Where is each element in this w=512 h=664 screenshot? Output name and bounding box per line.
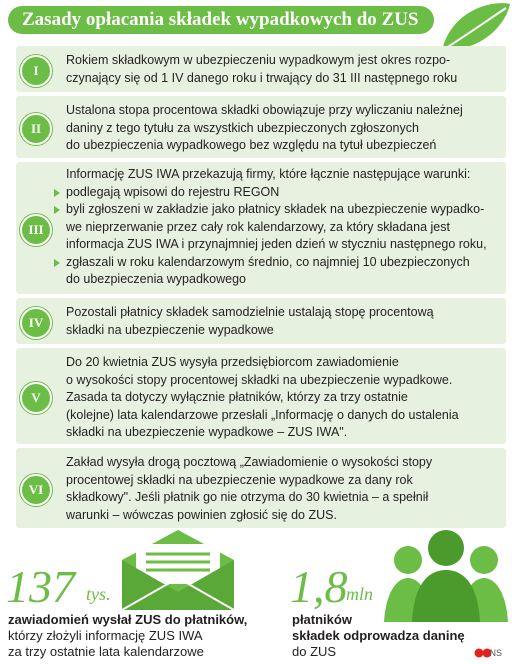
page-title: Zasady opłacania składek wypadkowych do ZUS <box>22 9 419 30</box>
step-3-badge: III <box>20 214 52 246</box>
step-3-intro: Informację ZUS IWA przekazują firmy, które łącznie następujące warunki: <box>66 167 471 181</box>
step-line: (kolejne) lata kalendarzowe przesłali „Informację o danych do ustalenia <box>66 407 459 422</box>
step-1-text <box>66 52 498 87</box>
bullet-line: zgłaszali w roku kalendarzowym średnio, co najmniej 10 ubezpieczonych <box>66 254 470 269</box>
footer-credit: NS <box>489 648 502 658</box>
step-3 <box>16 162 506 294</box>
step-line: składki na ubezpieczenie wypadkowe – ZUS IWA". <box>66 425 348 439</box>
step-line: do ubezpieczenia wypadkowego bez względu na tytuł ubezpieczeń <box>66 138 437 152</box>
stat-right-bold: składek odprowadza daninę <box>292 628 465 643</box>
step-line: warunki – wówczas powinien zgłosić się do ZUS. <box>66 507 337 522</box>
stat-right-unit: mln <box>346 584 373 604</box>
step-4-badge: IV <box>20 307 52 339</box>
people-group-icon <box>384 526 508 622</box>
step-line: procentowej składki na ubezpieczenie wypadkowe za dany rok <box>66 472 413 487</box>
bullet-line: podlegają wpisowi do rejestru REGON <box>66 184 280 199</box>
stat-left-number: 137 <box>6 561 75 612</box>
stat-left-line: którzy złożyli informację ZUS IWA <box>8 628 203 643</box>
step-4 <box>16 298 506 344</box>
step-line: Pozostali płatnicy składek samodzielnie ustalają stopę procentową <box>66 305 434 319</box>
step-line: Ustalona stopa procentowa składki obowiązuje przy wyliczaniu należnej <box>66 103 463 117</box>
step-1 <box>16 46 506 92</box>
step-6-text <box>66 454 498 524</box>
step-4-text <box>66 304 498 339</box>
step-5 <box>16 348 506 444</box>
bullet-triangle-icon <box>54 189 60 197</box>
bullet-line: byli zgłoszeni w zakładzie jako płatnicy składek na ubezpieczenie wypadko- <box>66 202 485 216</box>
bullet-line: informacja ZUS IWA i przynajmniej jeden dzień w styczniu następnego roku, <box>66 237 487 251</box>
step-1-badge: I <box>20 55 52 87</box>
bullet-triangle-icon <box>54 259 60 267</box>
step-line: Zasada ta dotyczy wyłącznie płatników, którzy za trzy ostatnie <box>66 390 408 404</box>
step-line: Do 20 kwietnia ZUS wysyła przedsiębiorcom zawiadomienie <box>66 355 399 369</box>
bullet-item <box>66 201 498 254</box>
stat-left-text <box>8 612 247 660</box>
step-line: składki na ubezpieczenie wypadkowe <box>66 322 274 337</box>
bullet-item <box>66 184 498 202</box>
bullet-item <box>66 254 498 289</box>
step-line: czynający się od 1 IV danego roku i trwający do 31 III następnego roku <box>66 70 458 85</box>
stat-right-bold: płatników <box>292 612 352 627</box>
step-2-text <box>66 102 498 155</box>
bullet-triangle-icon <box>54 206 60 214</box>
stat-right-number: 1,8 <box>290 561 348 612</box>
step-6 <box>16 448 506 528</box>
stat-right-line: do ZUS <box>292 644 337 659</box>
step-line: Rokiem składkowym w ubezpieczeniu wypadkowym jest okres rozpo- <box>66 53 451 67</box>
step-6-badge: VI <box>20 474 52 506</box>
stats-section <box>0 526 512 664</box>
stat-left-line: za trzy ostatnie lata kalendarzowe <box>8 644 204 659</box>
bullet-line: we nieprzerwanie przez cały rok kalendarzowy, za który składana jest <box>66 219 450 234</box>
title-bar <box>0 0 512 44</box>
stat-left-bold: zawiadomień wysłał ZUS do płatników, <box>8 612 248 627</box>
step-line: daniny z tego tytułu za wszystkich ubezpieczonych zgłoszonych <box>66 120 419 135</box>
step-5-badge: V <box>20 382 52 414</box>
stat-left-unit: tys. <box>86 584 111 604</box>
envelope-icon <box>122 530 234 610</box>
bullet-line: do ubezpieczenia wypadkowego <box>66 272 246 286</box>
step-line: Zakład wysyła drogą pocztową „Zawiadomienie o wysokości stopy <box>66 455 433 469</box>
step-5-text <box>66 354 498 442</box>
step-2 <box>16 96 506 158</box>
step-3-text <box>66 166 498 289</box>
step-2-badge: II <box>20 113 52 145</box>
step-line: składkowy". Jeśli płatnik go nie otrzyma do 30 kwietnia – a spełnił <box>66 490 429 504</box>
stat-right-text <box>292 612 465 660</box>
step-line: o wysokości stopy procentowej składki na ubezpieczenie wypadkowe. <box>66 372 453 387</box>
step-3-bullets <box>66 184 498 289</box>
